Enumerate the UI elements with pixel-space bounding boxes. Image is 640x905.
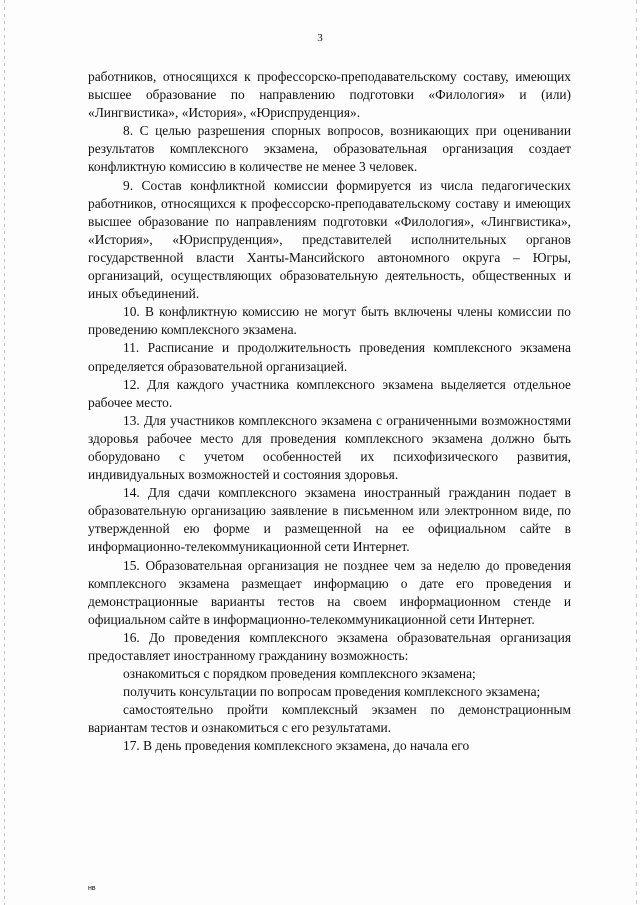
paragraph-17: 17. В день проведения комплексного экзамена, до начала его — [123, 738, 470, 754]
paragraph-8: 8. С целью разрешения спорных вопросов, возникающих при оценивании результатов комплексного экзамена, образовательная организация создает конфликтную комиссию в количестве не менее 3 человек. — [88, 123, 571, 175]
list-item-consultation: получить консультации по вопросам проведения комплексного экзамена; — [123, 684, 541, 700]
paragraph-12: 12. Для каждого участника комплексного экзамена выделяется отдельное рабочее место. — [88, 376, 571, 410]
list-item-familiarize: ознакомиться с порядком проведения комплексного экзамена; — [123, 666, 476, 682]
paragraph-16: 16. До проведения комплексного экзамена образовательная организация предоставляет иностранному гражданину возможность: — [88, 629, 571, 663]
paragraph-10: 10. В конфликтную комиссию не могут быть включены члены комиссии по проведению комплексного экзамена. — [88, 304, 571, 338]
footer-code: нв — [88, 885, 96, 892]
paragraph-9: 9. Состав конфликтной комиссии формируется из числа педагогических работников, относящихся к профессорско-преподавательскому составу и имеющих высшее образование по направлениям подготовки «Филология», «Лингвистика», «История», «Юриспруденция», представителей исполнительных органов государственной власти Ханты-Мансийского автономного округа – Югры, организаций, осуществляющих образовательную деятельность, общественных и иных объединений. — [88, 177, 571, 302]
paragraph-15: 15. Образовательная организация не позднее чем за неделю до проведения комплексного экзамена размещает информацию о дате его проведения и демонстрационные варианты тестов на своем информационном стенде и официальном сайте в информационно-телекоммуникационной сети Интернет. — [88, 557, 571, 627]
paragraph-11: 11. Расписание и продолжительность проведения комплексного экзамена определяется образовательной организацией. — [88, 340, 571, 374]
paragraph-13: 13. Для участников комплексного экзамена с ограниченными возможностями здоровья рабочее место для проведения комплексного экзамена должно быть оборудовано с учетом особенностей их психофизического развития, индивидуальных возможностей и состояния здоровья. — [88, 412, 571, 483]
list-item-practice-test: самостоятельно пройти комплексный экзамен по демонстрационным вариантам тестов и ознакомиться с его результатами. — [88, 702, 571, 736]
scan-edge-right — [636, 0, 637, 905]
paragraph-continuation: работников, относящихся к профессорско-преподавательскому составу, имеющих высшее образование по направлению подготовки «Филология» и (или) «Лингвистика», «История», «Юриспруденция». — [88, 69, 571, 121]
page-number: 3 — [317, 32, 323, 44]
paragraph-14: 14. Для сдачи комплексного экзамена иностранный гражданин подает в образовательную организацию заявление в письменном или электронном виде, по утвержденной ею форме и размещенной на ее официальном сайте в информационно-телекоммуникационной сети Интернет. — [88, 485, 571, 555]
document-body — [88, 68, 571, 756]
scan-edge-left — [4, 0, 5, 905]
